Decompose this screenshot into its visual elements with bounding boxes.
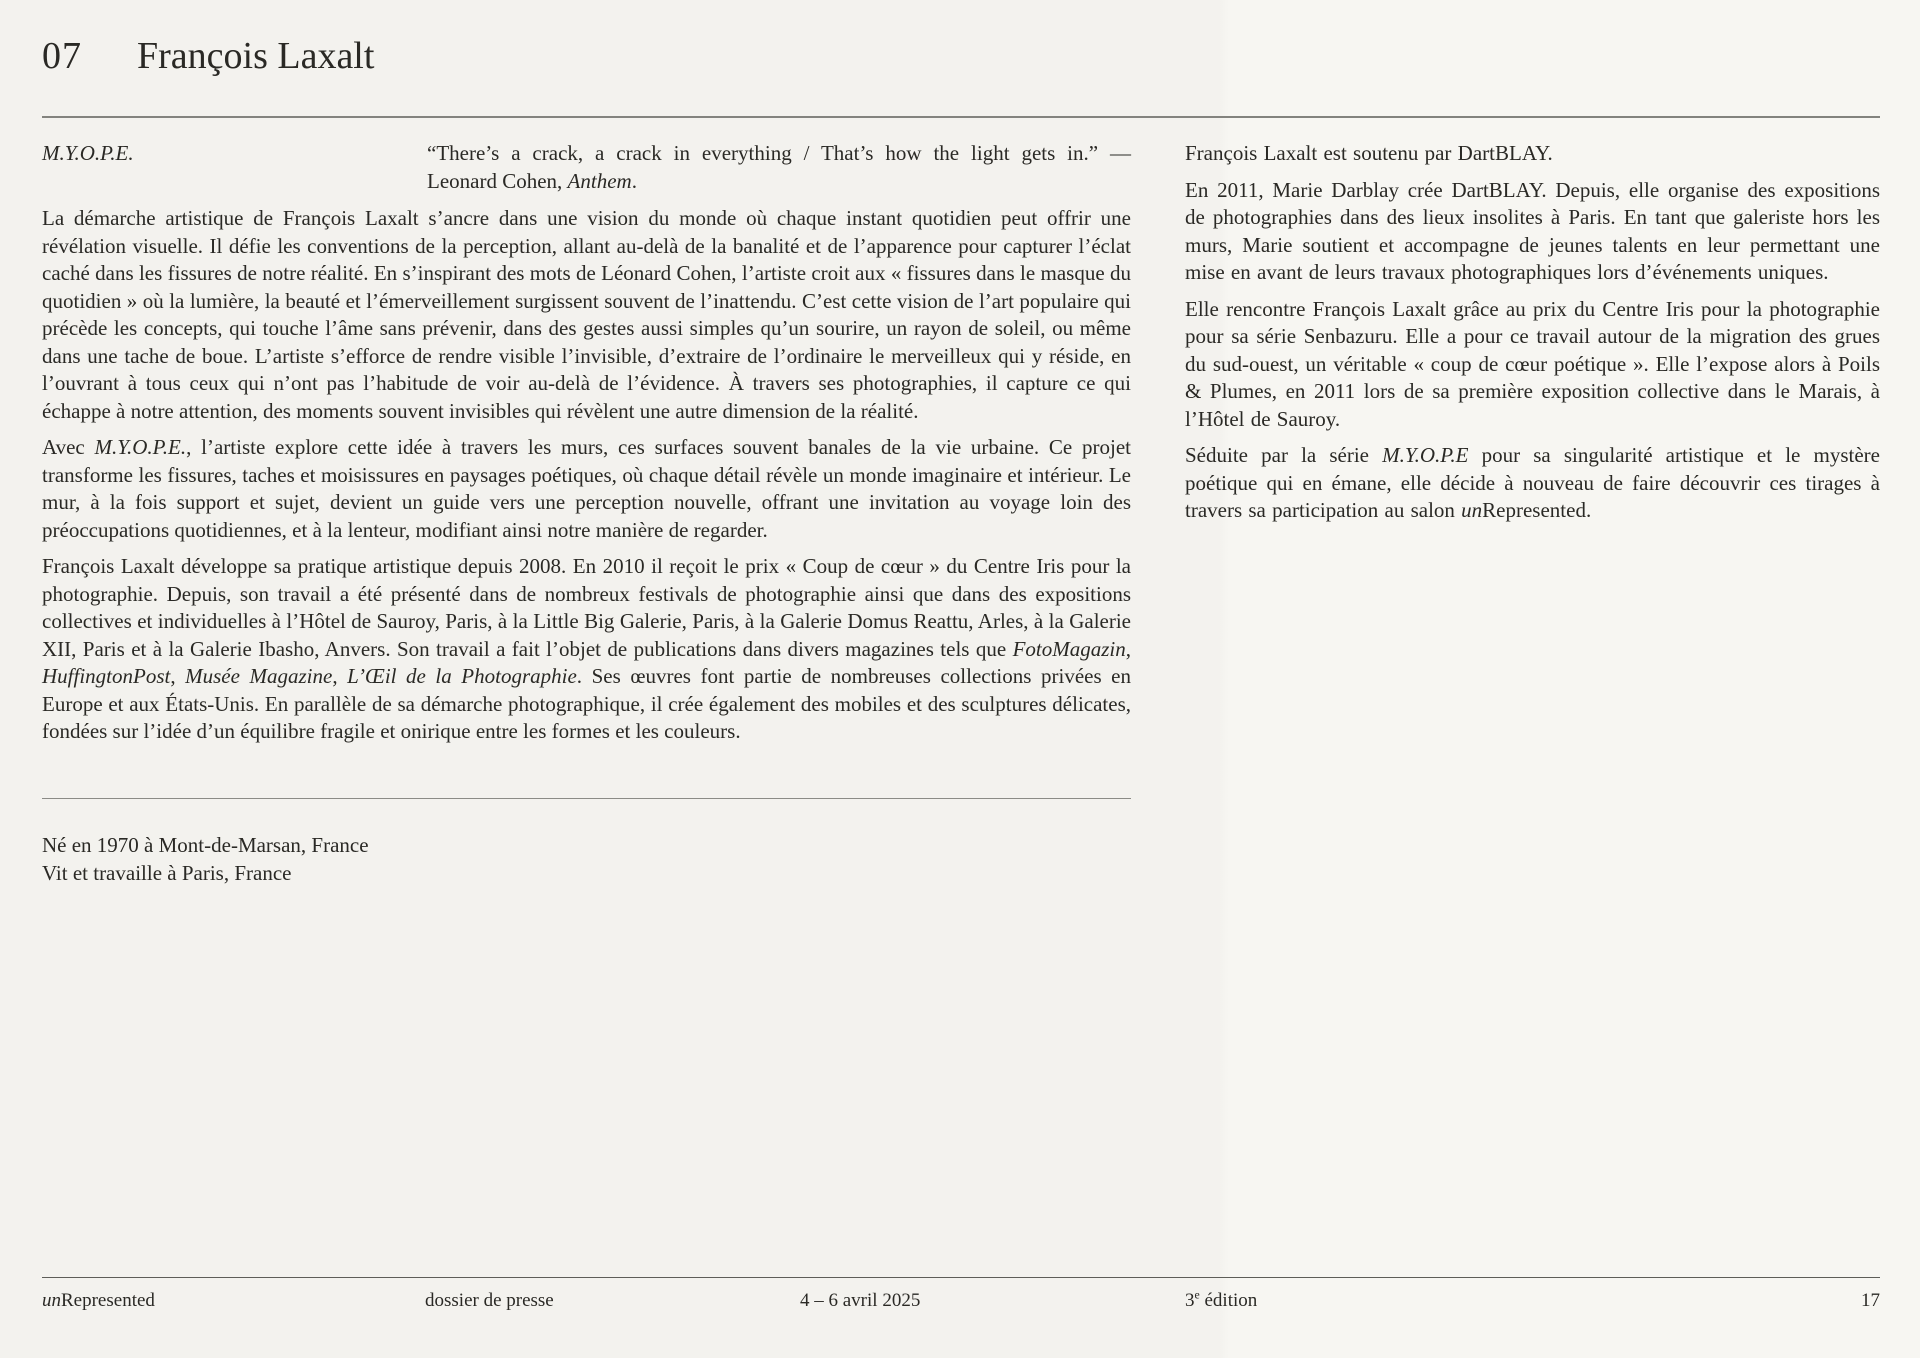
footer-edition: 3e édition	[1185, 1288, 1258, 1311]
bio-lives-line: Vit et travaille à Paris, France	[42, 860, 292, 885]
header-rule	[42, 116, 1880, 118]
quote-attribution: Leonard Cohen, Anthem.	[427, 168, 637, 193]
body-paragraph: En 2011, Marie Darblay crée DartBLAY. Depuis, elle organise des expositions de photographies dans des lieux insolites à Paris. En tant que galeriste hors les murs, Marie soutient et accompagne de jeunes talents en leur permettant une mise en avant de leurs travaux photographiques lors d’événements uniques.	[1185, 177, 1880, 284]
body-paragraph: Elle rencontre François Laxalt grâce au prix du Centre Iris pour la photographie pour sa série Senbazuru. Elle a pour ce travail autour de la migration des grues du sud-ouest, un véritable « coup de cœur poétique ». Elle l’expose alors à Poils & Plumes, en 2011 lors de sa première exposition collective dans le Marais, à l’Hôtel de Sauroy.	[1185, 296, 1880, 431]
body-paragraph: Avec M.Y.O.P.E., l’artiste explore cette idée à travers les murs, ces surfaces souvent banales de la vie urbaine. Ce projet transforme les fissures, taches et moisissures en paysages poétiques, où chaque détail révèle un monde imaginaire et intérieur. Le mur, à la fois support et sujet, devient un guide vers une perception nouvelle, offrant une invitation au voyage loin des préoccupations quotidiennes, et à la lenteur, modifiant ainsi notre manière de regarder.	[42, 435, 1131, 542]
quote-text: “There’s a crack, a crack in everything / That’s how the light gets in.” —	[427, 141, 1131, 165]
body-paragraph: Séduite par la série M.Y.O.P.E pour sa singularité artistique et le mystère poétique qui en émane, elle décide à nouveau de faire découvrir ces tirages à travers sa participation au salon unRepresented.	[1185, 443, 1880, 522]
body-paragraph: François Laxalt développe sa pratique artistique depuis 2008. En 2010 il reçoit le prix « Coup de cœur » du Centre Iris pour la photographie. Depuis, son travail a été présenté dans de nombreux festivals de photographie ainsi que dans des expositions collectives et individuelles à l’Hôtel de Sauroy, Paris, à la Little Big Galerie, Paris, à la Galerie Domus Reattu, Arles, à la Galerie XII, Paris et à la Galerie Ibasho, Anvers. Son travail a fait l’objet de publications dans divers magazines tels que FotoMagazin, HuffingtonPost, Musée Magazine, L’Œil de la Photographie. Ses œuvres font partie de nombreuses collections privées en Europe et aux États-Unis. En parallèle de sa démarche photographique, il crée également des mobiles et des sculptures délicates, fondées sur l’idée d’un équilibre fragile et onirique entre les formes et les couleurs.	[42, 554, 1131, 743]
left-column	[42, 140, 1131, 887]
bio-born-line: Né en 1970 à Mont-de-Marsan, France	[42, 832, 369, 857]
series-title-label: M.Y.O.P.E.	[42, 141, 134, 165]
page-title: François Laxalt	[137, 35, 375, 77]
footer-brand: unRepresented	[42, 1290, 155, 1311]
content-columns	[42, 140, 1880, 887]
body-paragraph: La démarche artistique de François Laxalt s’ancre dans une vision du monde où chaque instant quotidien peut offrir une révélation visuelle. Il défie les conventions de la perception, allant au-delà de la banalité et de l’apparence pour capturer l’éclat caché dans les fissures de notre réalité. En s’inspirant des mots de Léonard Cohen, l’artiste croit aux « fissures dans le masque du quotidien » où la lumière, la beauté et l’émerveillement surgissent souvent de l’inattendu. C’est cette vision de l’art populaire qui précède les concepts, qui touche l’âme sans prévenir, dans des gestes aussi simples qu’un sourire, un rayon de soleil, ou même dans une tache de boue. L’artiste s’efforce de rendre visible l’invisible, d’extraire de l’ordinaire le merveilleux qui y réside, en l’ouvrant à tous ceux qui n’ont pas l’habitude de voir au-delà de l’évidence. À travers ses photographies, il capture ce qui échappe à notre attention, des moments souvent invisibles qui révèlent une autre dimension de la réalité.	[42, 206, 1131, 423]
right-column	[1185, 140, 1880, 887]
chapter-number: 07	[42, 35, 82, 77]
footer-event-dates: 4 – 6 avril 2025	[800, 1290, 921, 1311]
page-header	[42, 34, 1880, 78]
footer-page-number: 17	[1861, 1290, 1880, 1311]
intro-row	[42, 140, 1131, 195]
page-footer	[42, 1277, 1880, 1337]
bio-block	[42, 831, 1131, 887]
footer-rule	[42, 1277, 1880, 1278]
body-paragraph: François Laxalt est soutenu par DartBLAY.	[1185, 141, 1553, 165]
footer-document-type: dossier de presse	[425, 1290, 554, 1311]
epigraph-quote	[427, 140, 1131, 195]
bio-divider-rule	[42, 798, 1131, 799]
